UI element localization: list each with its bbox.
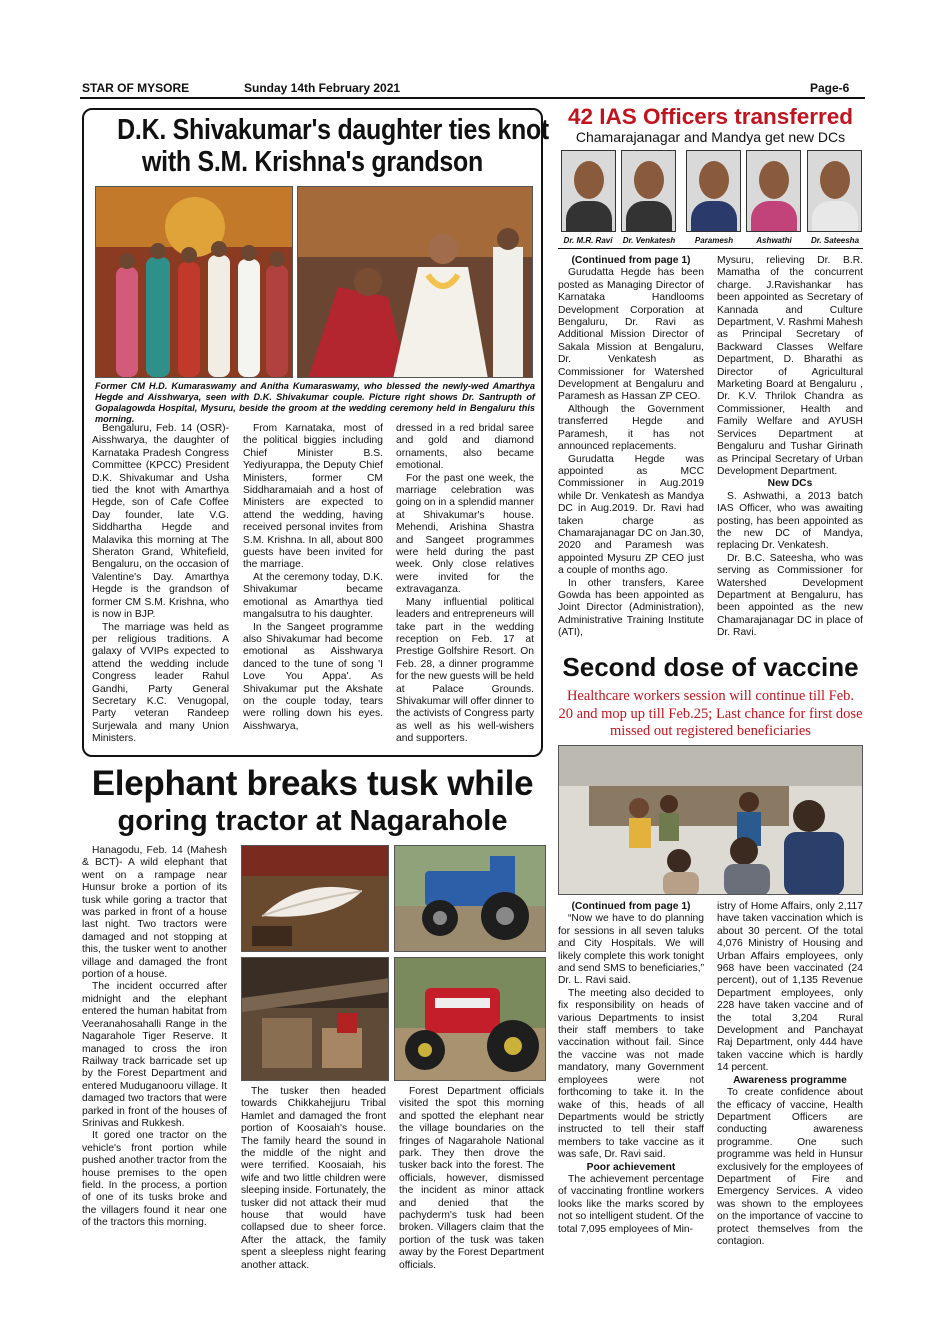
damaged-house-photo-art [242,958,389,1081]
red-tractor-photo-art [395,958,546,1081]
page-number: Page-6 [810,81,850,95]
paragraph: Many influential political leaders and entrepreneurs will take part in the wedding reception on Feb. 17 at Prestige Golfshire Resort. On Feb. 28, a dinner programme for the new guests will be held at Palace Grounds. Shivakumar will offer dinner to the activists of Congress party as well as his well-wishers and supporters. [396,596,534,745]
vaccine-col-2 [717,901,863,1279]
tusk-photo [241,845,389,952]
paragraph: Dr. B.C. Sateesha, who was serving as Commissioner for Watershed Development Department at Bengaluru, has been appointed as the new Chamarajanagar DC in place of Dr. Ravi. [717,552,863,639]
wedding-col-3 [396,423,534,748]
blue-tractor-photo-art [395,846,546,952]
elephant-headline [80,764,545,838]
subheading: New DCs [767,478,813,490]
wedding-headline-line2: with S.M. Krishna's grandson [142,146,483,178]
paragraph: The incident occurred after midnight and the elephant entered the human habitat from Veeranahosahalli Range in the Nagarahole Tiger Reserve. It managed to cross the iron Railway track barricade set up by the Forest Department and entered Muduganooru village. It damaged two tractors that were parked in front of the houses of Srinivas and Rukkesh. [82,981,227,1129]
damaged-house-photo [241,957,389,1081]
paragraph: The tusker then headed towards Chikkahejjuru Tribal Hamlet and damaged the front portion of Koosaiah's house. The family heard the sound in the middle of the night and were terrified. Koosaiah, his wife and two little children were sleeping inside. Fortunately, the tusker did not attack their mud house that would have collapsed due to sheer force. After the attack, the family spent a sleepless night fearing another attack. [241,1086,386,1271]
name-paramesh: Paramesh [694,236,734,245]
subheading: Poor achievement [586,1161,676,1173]
elephant-col-2 [241,1086,386,1271]
continued-label: (Continued from page 1) [571,901,691,912]
tusk-photo-art [242,846,389,952]
ias-col-2 [717,255,863,645]
paragraph: In other transfers, Karee Gowda has been appointed as Joint Director (Administration), Administrative Training Institute (ATI), [558,577,704,639]
wedding-headline [82,114,549,178]
elephant-headline-line2: goring tractor at Nagarahole [117,805,508,837]
portrait-ravi [561,150,616,232]
paragraph: It gored one tractor on the vehicle's front portion while pushed another tractor from the house premises to the open field. In the process, a portion of one of its tusks broke and the villagers found it near one of the tractors this morning. [82,1130,227,1229]
vaccine-col-1 [558,901,704,1279]
wedding-headline-line1: D.K. Shivakumar's daughter ties knot [117,114,549,146]
wedding-col-1 [92,423,229,748]
paragraph: Forest Department officials visited the spot this morning and spotted the elephant near the village boundaries on the fringes of Nagarahole National park. They then drove the tusker back into the forest. The officials, however, dismissed the incident as minor attack and denied that the pachyderm's tusk had been broken. Villagers claim that the portion of the tusk was taken away by the Forest Department officials. [399,1086,544,1271]
paragraph: From Karnataka, most of the political biggies including Chief Minister B.S. Yediyurappa, the Deputy Chief Ministers, former CM Siddharamaiah and a host of Ministers are expected to attend the wedding, having received personal invites from S.M. Krishna. In all, about 800 guests have been invited for the marriage. [243,423,383,571]
elephant-headline-line1: Elephant breaks tusk while [91,764,534,803]
paragraph: The meeting also decided to fix responsibility on heads of various Departments to insist their staff members to take vaccination without fail. Since the vaccine was not made mandatory, many Government employees were not forthcoming to take it. In the wake of this, heads of all Departments would be strictly instructed to tell their staff members to take vaccine as it was safe, Dr. Ravi said. [558,987,704,1161]
name-ashwathi: Ashwathi [756,236,792,245]
paragraph: Gurudatta Hegde was appointed as MCC Commissioner in Aug.2019 while Dr. Venkatesh as Mandya DC in Aug.2019. Dr. Ravi had taken charge as Chamarajanagar DC on Jan.30, 2020 and Paramesh was appointed Mysuru ZP CEO just a couple of months ago. [558,453,704,577]
paragraph: Although the Government transferred Hegde and Paramesh, it has not announced replacements. [558,403,704,453]
header-rule [80,97,865,99]
paragraph: “Now we have to do planning for sessions in all seven taluks and City Hospitals. We will likely complete this work tonight and send SMS to beneficiaries,” Dr. L. Ravi said. [558,913,704,987]
masthead: STAR OF MYSORE [82,81,190,95]
continued-label: (Continued from page 1) [571,255,691,266]
paragraph: S. Ashwathi, a 2013 batch IAS Officer, who was awaiting posting, has been appointed as the new DC of Mandya, replacing Dr. Venkatesh. [717,490,863,552]
issue-date: Sunday 14th February 2021 [244,81,401,95]
portrait-ashwathi [746,150,801,232]
paragraph: The achievement percentage of vaccinating frontline workers looks like the marks scored by not so intelligent student. Of the total 7,095 employees of Min- [558,1173,704,1235]
name-sateesha: Dr. Sateesha [810,236,860,245]
paragraph: The marriage was held as per religious traditions. A galaxy of VVIPs expected to attend the wedding include Congress leader Rahul Gandhi, Party General Secretary K.C. Venugopal, Party veteran Randeep Surjewala and many Union Ministers. [92,621,229,745]
paragraph: Bengaluru, Feb. 14 (OSR)- Aisshwarya, the daughter of Karnataka Pradesh Congress Committee (KPCC) President D.K. Shivakumar and Usha tied the knot with Amarthya Hegde, son of Cafe Coffee Day founder, late V.G. Siddhartha Hegde and Malavika this morning at The Sheraton Grand, Whitefield, Bengaluru, on the occasion of Valentine's Day. Amarthya Hegde is the grandson of former CM S.M. Krishna, who is now in BJP. [92,423,229,621]
name-venkatesh: Dr. Venkatesh [622,236,676,245]
elephant-col-3 [399,1086,544,1271]
paragraph: Hanagodu, Feb. 14 (Mahesh & BCT)- A wild elephant that went on a rampage near Hunsur broke a portion of its tusk while goring a tractor that was parked in front of a house last night. Two tractors were damaged and not stopping at this, the tusker went to another village and damaged the front portion of a house. [82,845,227,981]
subheading: Awareness programme [733,1074,847,1086]
portrait-venkatesh [621,150,676,232]
paragraph: dressed in a red bridal saree and gold and diamond ornaments, also became emotional. [396,423,534,472]
name-ravi: Dr. M.R. Ravi [563,236,613,245]
wedding-col-2 [243,423,383,748]
wedding-photo-right [297,186,533,378]
wedding-photo-right-art [298,187,533,378]
vaccine-photo [558,745,863,895]
paragraph: For the past one week, the marriage celebration was going on in a splendid manner at Shivakumar's house. Mehendi, Arishina Shastra and Sangeet programmes were held during the past week. Only close relatives were invited for the extravaganza. [396,472,534,596]
ias-rule [558,248,863,249]
wedding-photo-left-art [96,187,293,378]
elephant-col-1 [82,845,227,1270]
vaccine-subhead: Healthcare workers session will continue till Feb. 20 and mop up till Feb.25; Last chance for first dose missed out registered beneficiaries [558,688,863,739]
wedding-caption: Former CM H.D. Kumaraswamy and Anitha Kumaraswamy, who blessed the newly-wed Amarthya Hegde and Aisshwarya, seen with D.K. Shivakumar couple. Picture right shows Dr. Santrupth of Gopalagowda Hospital, Mysuru, beside the groom at the wedding ceremony held in Bengaluru this morning. [95,381,535,424]
portrait-paramesh [686,150,741,232]
ias-subhead: Chamarajanagar and Mandya get new DCs [575,129,846,145]
vaccine-headline: Second dose of vaccine [562,652,859,682]
paragraph: istry of Home Affairs, only 2,117 have taken vaccination which is about 30 percent. Of the total 4,076 Ministry of Housing and Urban Affairs employees, only 968 have been vaccinated (24 percent), out of 1,135 Revenue Department employees, only 228 have taken vaccine and of the total 3,204 Rural Development and Panchayat Raj Department, only 444 have taken vaccine which is hardly 14 percent. [717,901,863,1074]
blue-tractor-photo [394,845,546,952]
ias-headline: 42 IAS Officers transferred [567,104,854,129]
red-tractor-photo [394,957,546,1081]
paragraph: At the ceremony today, D.K. Shivakumar became emotional as Amarthya tied mangalsutra to his daughter. [243,571,383,621]
vaccine-photo-art [559,746,863,895]
paragraph: To create confidence about the efficacy of vaccine, Health Department Officers are conducting awareness programme. One such programme was held in Hunsur exclusively for the employees of Department of Fire and Emergency Services. A video was shown to the employees on the importance of vaccine to protect themselves from the contagion. [717,1087,863,1247]
ias-col-1 [558,255,704,645]
paragraph: Mysuru, relieving Dr. B.R. Mamatha of the concurrent charge. J.Ravishankar has been appointed as Secretary of Kannada and Culture Department, V. Rashmi Mahesh as Principal Secretary of Backward Classes Welfare Department, D. Bharathi as Director of Agricultural Marketing Board at Bengaluru , Dr. K.V. Thrilok Chandra as Commissioner, Health and Family Welfare and AYUSH Services Department at Bengaluru and Tushar Girinath as Principal Secretary of Urban Development Department. [717,255,863,477]
paragraph: Gurudatta Hegde has been posted as Managing Director of Karnataka Handlooms Development Corporation at Bengaluru, Dr. Ravi as Additional Mission Director of Sakala Mission at Bengaluru, Dr. Venkatesh as Commissioner for Watershed Development at Bengaluru and Paramesh as Hassan ZP CEO. [558,267,704,403]
portrait-sateesha [807,150,862,232]
paragraph: In the Sangeet programme also Shivakumar had become emotional as Aisshwarya danced to the tune of song 'I Love You Appa'. As Shivakumar put the Akshate on the couple today, tears were rolling down his eyes. Aisshwarya, [243,621,383,732]
wedding-photo-left [95,186,293,378]
